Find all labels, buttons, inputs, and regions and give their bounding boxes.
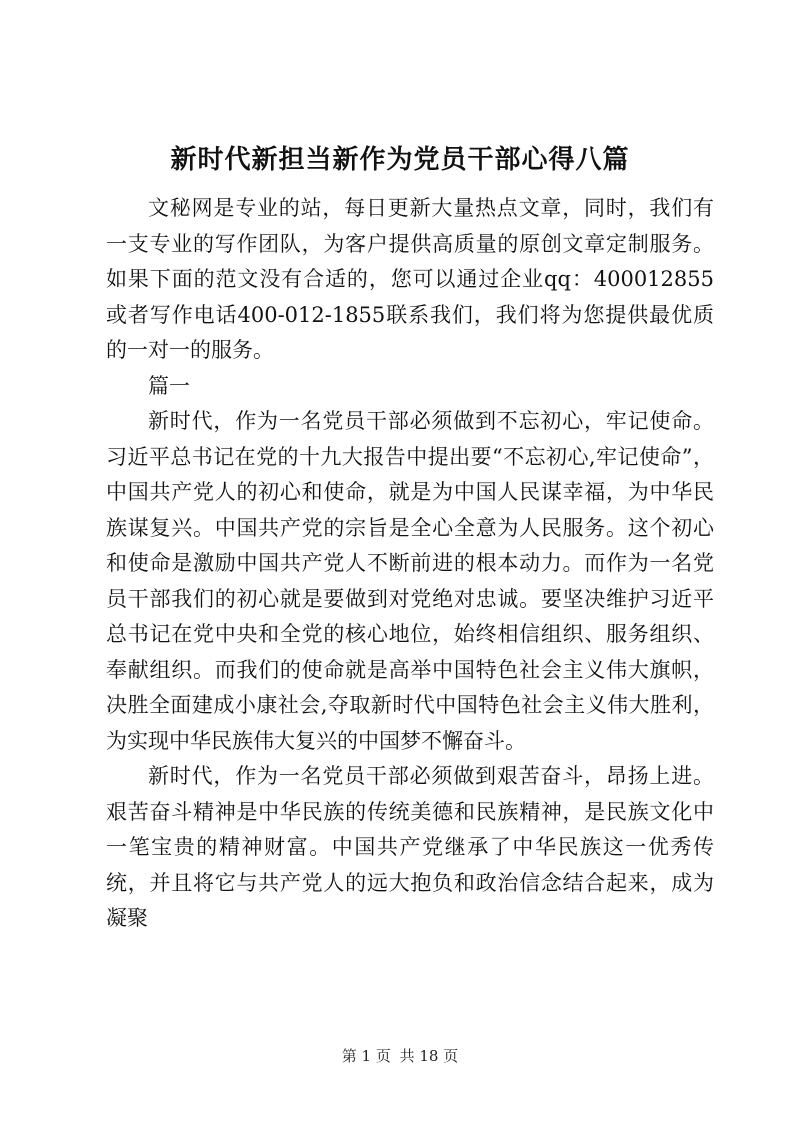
document-body [106, 191, 714, 937]
page-number: 第 1 页 [341, 1047, 391, 1065]
document-title: 新时代新担当新作为党员干部心得八篇 [170, 145, 630, 175]
body-paragraph: 新时代，作为一名党员干部必须做到艰苦奋斗，昂扬上进。艰苦奋斗精神是中华民族的传统美德和民族精神，是民族文化中一笔宝贵的精神财富。中国共产党继承了中华民族这一优秀传统，并且将它与共产党人的远大抱负和政治信念结合起来，成为凝聚 [106, 764, 714, 930]
page-footer [0, 1046, 800, 1066]
intro-paragraph: 文秘网是专业的站，每日更新大量热点文章，同时，我们有一支专业的写作团队，为客户提供高质量的原创文章定制服务。如果下面的范文没有合适的，您可以通过企业qq：400012855或者写作电话400-012-1855联系我们，我们将为您提供最优质的一对一的服务。 [106, 196, 714, 362]
section-label: 篇一 [148, 373, 190, 398]
body-paragraph: 新时代，作为一名党员干部必须做到不忘初心，牢记使命。习近平总书记在党的十九大报告中提出要“不忘初心,牢记使命”，中国共产党人的初心和使命，就是为中国人民谋幸福，为中华民族谋复兴。中国共产党的宗旨是全心全意为人民服务。这个初心和使命是激励中国共产党人不断前进的根本动力。而作为一名党员干部我们的初心就是要做到对党绝对忠诚。要坚决维护习近平总书记在党中央和全党的核心地位，始终相信组织、服务组织、奉献组织。而我们的使命就是高举中国特色社会主义伟大旗帜，决胜全面建成小康社会,夺取新时代中国特色社会主义伟大胜利，为实现中华民族伟大复兴的中国梦不懈奋斗。 [106, 409, 714, 753]
page-total: 共 18 页 [399, 1047, 459, 1065]
